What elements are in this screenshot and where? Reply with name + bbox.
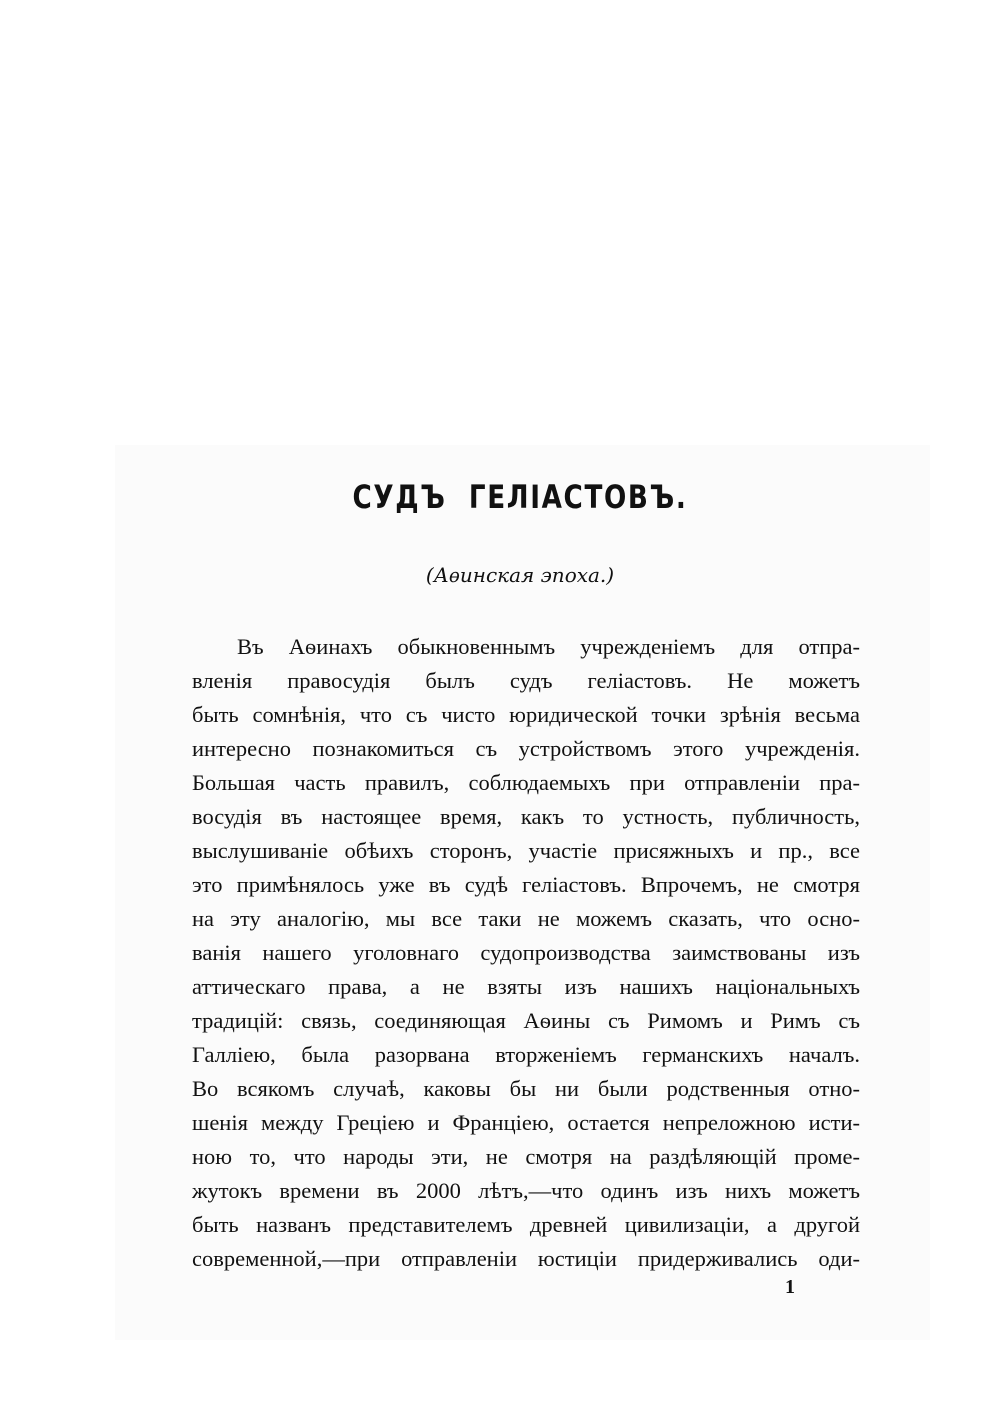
body-paragraph bbox=[192, 630, 860, 1276]
text-line: шенія между Греціею и Франціею, остается непреложною исти- bbox=[192, 1110, 860, 1135]
text-line: выслушиваніе обѣихъ сторонъ, участіе присяжныхъ и пр., все bbox=[192, 838, 860, 863]
text-line: Въ Аѳинахъ обыкновеннымъ учрежденіемъ для отпра- bbox=[237, 634, 860, 659]
text-line: аттическаго права, а не взяты изъ нашихъ національныхъ bbox=[192, 974, 860, 999]
text-line: ванія нашего уголовнаго судопроизводства заимствованы изъ bbox=[192, 940, 860, 965]
text-line: это примѣнялось уже въ судѣ геліастовъ. Впрочемъ, не смотря bbox=[192, 872, 860, 897]
text-line: быть сомнѣнія, что съ чисто юридической точки зрѣнія весьма bbox=[192, 702, 860, 727]
text-line: Во всякомъ случаѣ, каковы бы ни были родственныя отно- bbox=[192, 1076, 860, 1101]
text-line: интересно познакомиться съ устройствомъ этого учрежденія. bbox=[192, 736, 860, 761]
text-line: быть названъ представителемъ древней цивилизаціи, а другой bbox=[192, 1212, 860, 1237]
text-line: на эту аналогію, мы все таки не можемъ сказать, что осно- bbox=[192, 906, 860, 931]
text-line: современной,—при отправленіи юстиціи придерживались оди- bbox=[192, 1246, 860, 1271]
text-line: вленія правосудія былъ судъ геліастовъ. Не можетъ bbox=[192, 668, 860, 693]
page-number: 1 bbox=[785, 1276, 795, 1298]
chapter-title: СУДЪ ГЕЛІАСТОВЪ. bbox=[352, 478, 688, 516]
text-line: Большая часть правилъ, соблюдаемыхъ при отправленіи пра- bbox=[192, 770, 860, 795]
text-line: ною то, что народы эти, не смотря на раздѣляющій проме- bbox=[192, 1144, 860, 1169]
chapter-subtitle: (Аѳинская эпоха.) bbox=[425, 563, 615, 587]
text-line: восудія въ настоящее время, какъ то устность, публичность, bbox=[192, 804, 860, 829]
text-line: жутокъ времени въ 2000 лѣтъ,—что одинъ изъ нихъ можетъ bbox=[192, 1178, 860, 1203]
text-line: Галліею, была разорвана вторженіемъ германскихъ началъ. bbox=[192, 1042, 860, 1067]
text-line: традицій: связь, соединяющая Аѳины съ Римомъ и Римъ съ bbox=[192, 1008, 860, 1033]
